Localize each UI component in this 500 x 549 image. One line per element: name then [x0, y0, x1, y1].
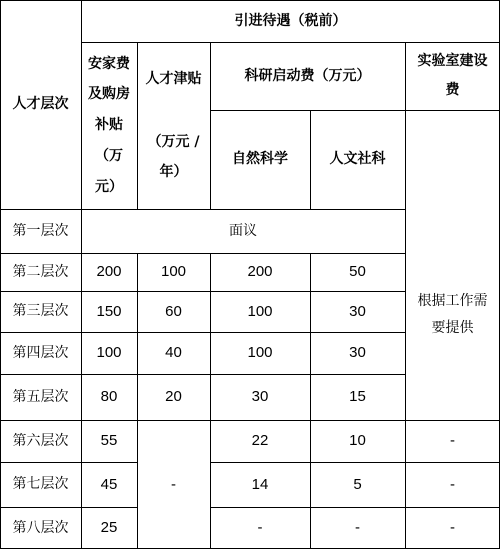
table-rule — [210, 507, 500, 508]
table-rule — [0, 291, 405, 292]
natural-science-value: 22 — [251, 432, 269, 450]
natural-science-value: 30 — [251, 388, 269, 406]
allowance-value: 100 — [160, 263, 187, 281]
table-rule — [137, 42, 138, 209]
housing-value: 25 — [100, 519, 118, 537]
header-talent-allowance: 人才津贴 （万元 / 年） — [145, 70, 202, 181]
row-level-2: 第二层次 — [12, 263, 69, 280]
header-research-startup: 科研启动费（万元） — [244, 67, 371, 84]
table-rule — [0, 374, 405, 375]
header-natural-science: 自然科学 — [232, 151, 288, 168]
humanities-value: 5 — [353, 475, 362, 493]
header-housing-subsidy: 安家费 及购房 补贴 （万 元） — [88, 55, 130, 195]
allowance-value: 60 — [165, 302, 182, 320]
table-rule — [405, 42, 406, 549]
lab-merged-note: 根据工作需 要提供 — [417, 292, 488, 336]
humanities-value: 30 — [349, 344, 366, 362]
table-rule — [81, 42, 500, 43]
table-rule — [0, 507, 137, 508]
housing-value: 55 — [100, 432, 118, 450]
natural-science-value: 100 — [247, 302, 273, 320]
housing-value: 100 — [96, 344, 122, 362]
table-rule — [210, 462, 500, 463]
row-level-8: 第八层次 — [12, 519, 69, 536]
table-rule — [210, 42, 211, 209]
lab-value: - — [450, 475, 455, 493]
row-level-6: 第六层次 — [12, 432, 69, 449]
housing-value: 45 — [100, 475, 118, 493]
row-level-4: 第四层次 — [12, 344, 69, 361]
table-rule — [310, 110, 311, 209]
table-rule — [137, 253, 138, 549]
lab-value: - — [450, 432, 455, 450]
row-level-3: 第三层次 — [12, 303, 69, 320]
table-border — [0, 0, 1, 549]
natural-science-value: 100 — [247, 344, 273, 362]
lab-value: - — [450, 519, 455, 537]
humanities-value: 30 — [349, 302, 366, 320]
humanities-value: 15 — [349, 388, 366, 406]
row-level-5: 第五层次 — [12, 388, 69, 405]
housing-value: 200 — [96, 263, 122, 281]
allowance-value: 20 — [165, 388, 182, 406]
table-border — [0, 0, 500, 1]
humanities-value: - — [355, 519, 360, 537]
table-rule — [210, 253, 211, 549]
natural-science-value: 14 — [251, 475, 269, 493]
table-rule — [0, 253, 405, 254]
allowance-merged-dash: - — [171, 475, 176, 493]
group-header: 引进待遇（税前） — [234, 12, 347, 29]
natural-science-value: - — [257, 519, 263, 537]
allowance-value: 40 — [165, 344, 182, 362]
table-rule — [0, 209, 405, 210]
housing-value: 150 — [96, 302, 122, 320]
header-humanities: 人文社科 — [329, 151, 386, 168]
corner-label: 人才层次 — [12, 96, 69, 113]
negotiable-cell: 面议 — [229, 222, 257, 239]
table-rule — [0, 332, 405, 333]
header-lab-construction: 实验室建设 费 — [417, 52, 488, 98]
table-rule — [81, 0, 82, 549]
housing-value: 80 — [100, 388, 118, 406]
table-rule — [0, 462, 137, 463]
table-rule — [0, 420, 500, 421]
table-rule — [310, 253, 311, 549]
humanities-value: 10 — [349, 432, 366, 450]
natural-science-value: 200 — [247, 263, 273, 281]
row-level-7: 第七层次 — [12, 476, 69, 493]
table-rule — [210, 110, 500, 111]
row-level-1: 第一层次 — [12, 222, 69, 239]
humanities-value: 50 — [349, 263, 366, 281]
